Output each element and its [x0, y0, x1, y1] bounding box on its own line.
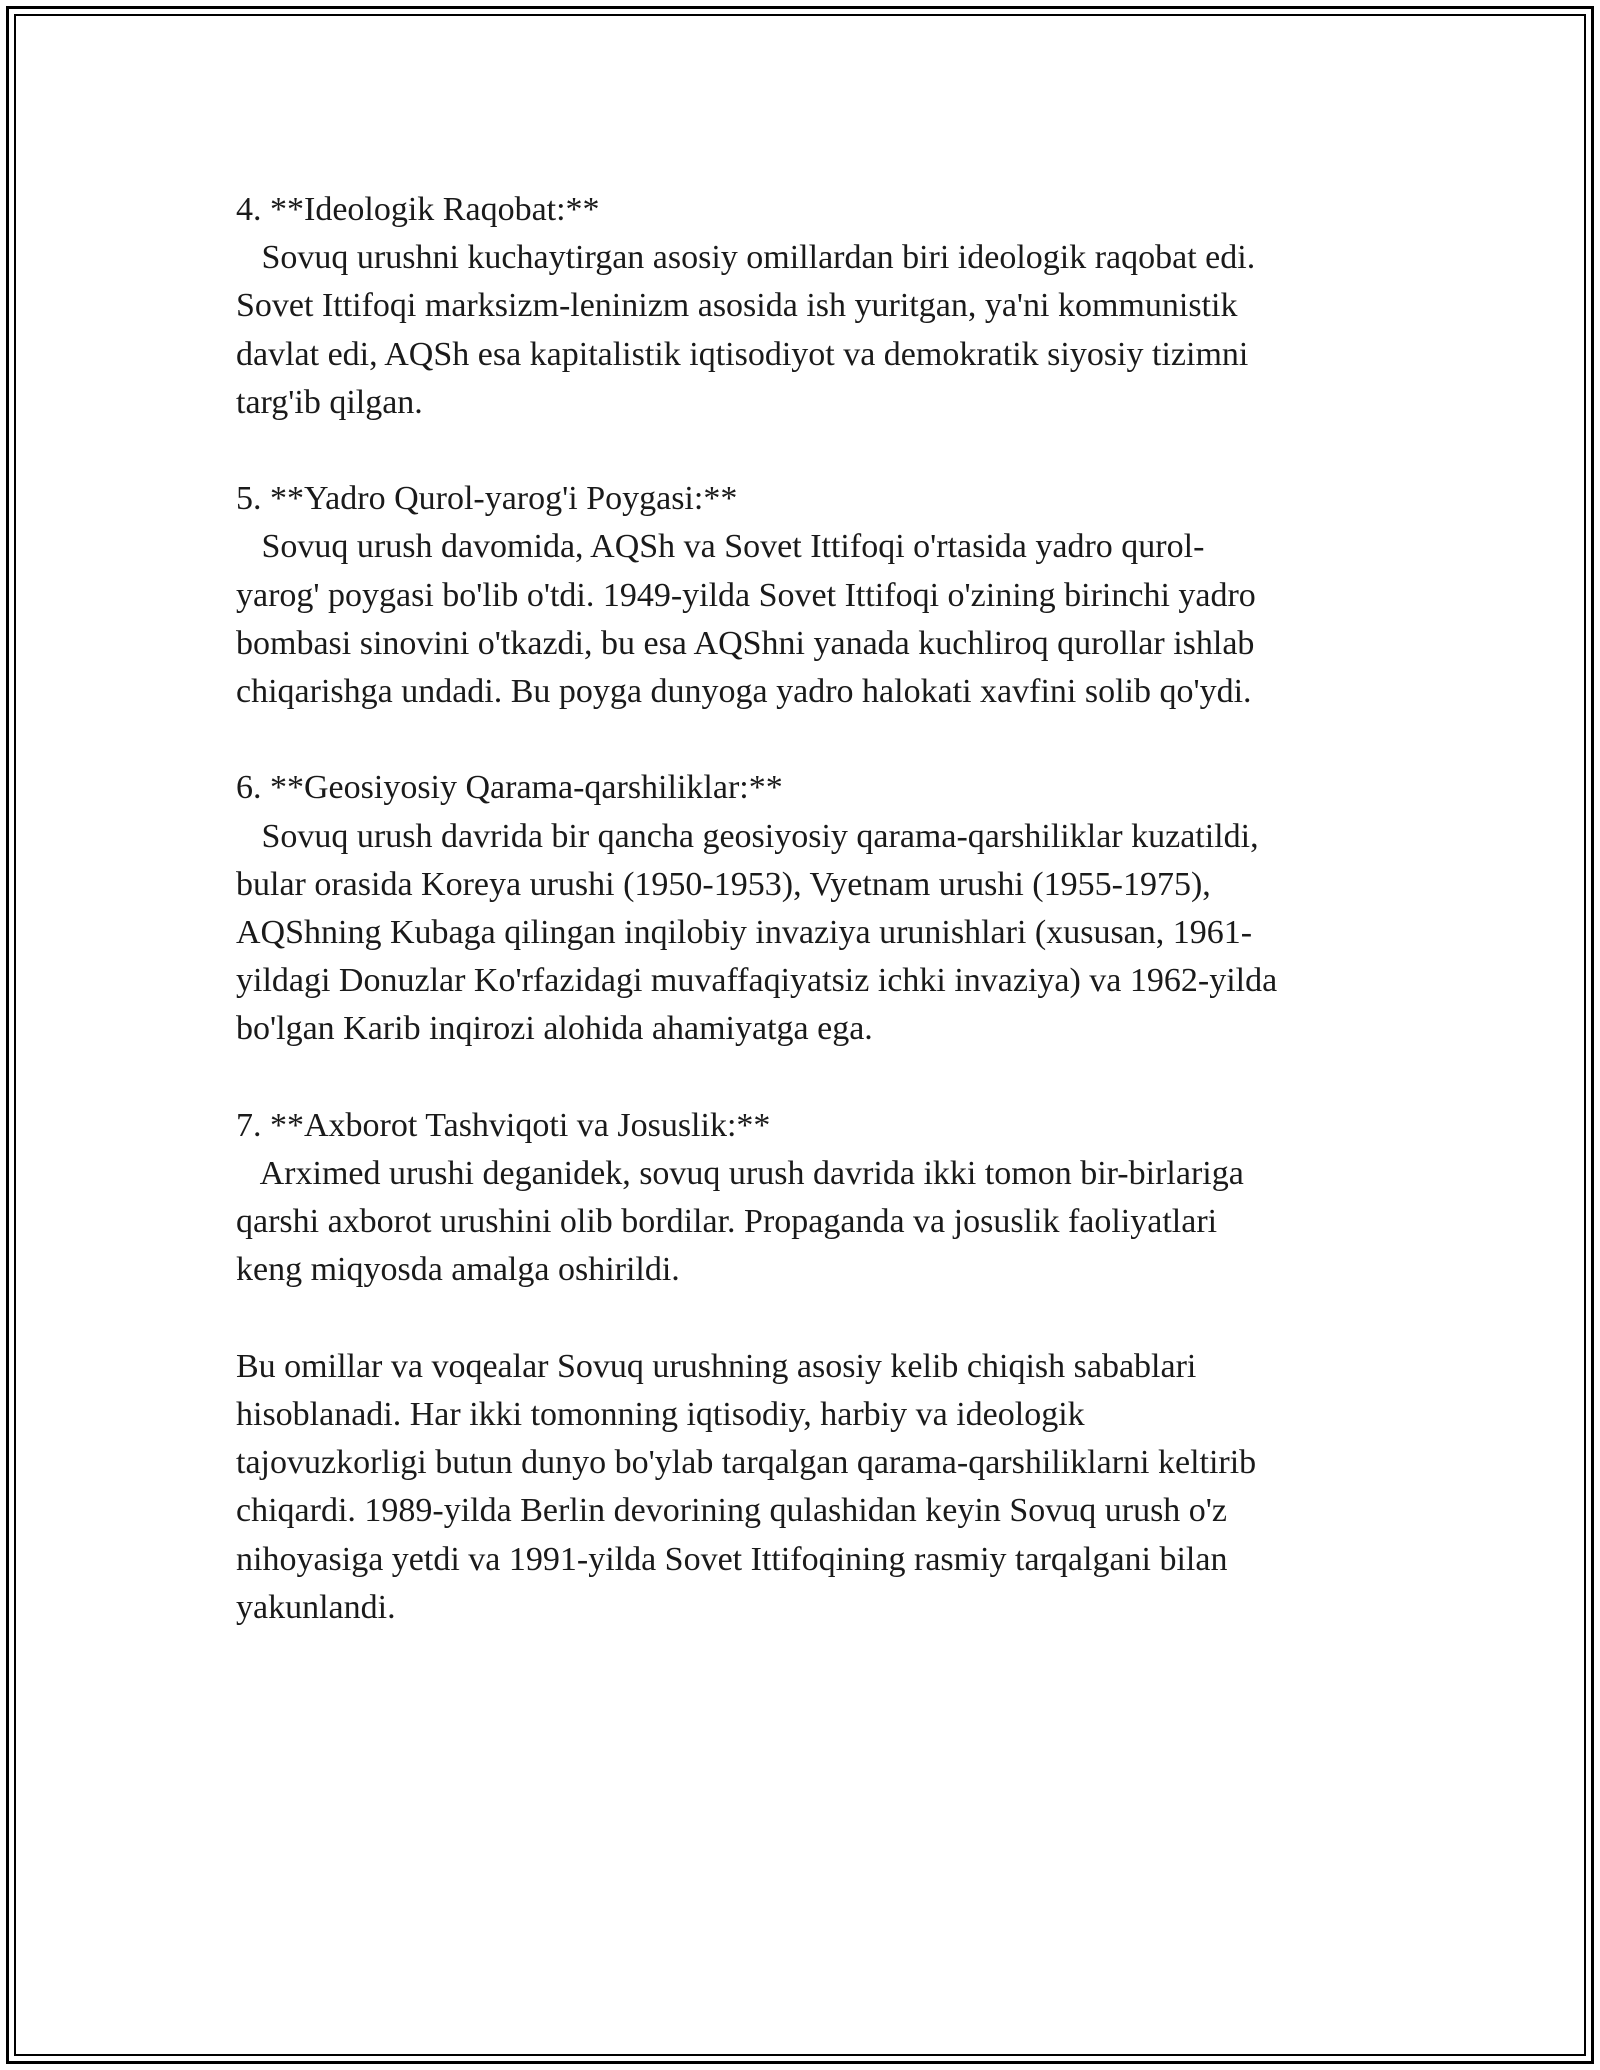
section-heading: 4. **Ideologik Raqobat:**	[236, 191, 600, 228]
section-propaganda-espionage	[236, 1102, 1396, 1295]
section-ideological-rivalry	[236, 186, 1396, 427]
section-paragraph: Sovuq urush davomida, AQSh va Sovet Ittifoqi o'rtasida yadro qurol- yarog' poygasi bo'lib o'tdi. 1949-yilda Sovet Ittifoqi o'zining birinchi yadro bombasi sinovini o'tkazdi, bu esa AQShni yanada kuchliroq qurollar ishlab chiqarishga undadi. Bu poyga dunyoga yadro halokati xavfini solib qo'ydi.	[236, 528, 1256, 711]
section-paragraph: Arximed urushi deganidek, sovuq urush davrida ikki tomon bir-birlariga qarshi axborot urushini olib bordilar. Propaganda va josuslik faoliyatlari keng miqyosda amalga oshirildi.	[236, 1155, 1244, 1289]
section-nuclear-arms-race	[236, 475, 1396, 716]
section-geopolitical-conflicts	[236, 764, 1396, 1053]
conclusion-paragraph: Bu omillar va voqealar Sovuq urushning asosiy kelib chiqish sabablari hisoblanadi. Har ikki tomonning iqtisodiy, harbiy va ideologik tajovuzkorligi butun dunyo bo'ylab tarqalgan qarama-qarshiliklarni keltirib chiqardi. 1989-yilda Berlin devorining qulashidan keyin Sovuq urush o'z nihoyasiga yetdi va 1991-yilda Sovet Ittifoqining rasmiy tarqalgani bilan yakunlandi.	[236, 1347, 1257, 1626]
section-heading: 7. **Axborot Tashviqoti va Josuslik:**	[236, 1106, 771, 1144]
section-paragraph: Sovuq urush davrida bir qancha geosiyosiy qarama-qarshiliklar kuzatildi, bular orasida Koreya urushi (1950-1953), Vyetnam urushi (1955-1975), AQShning Kubaga qilingan inqilobiy invaziya urunishlari (xususan, 1961- yildagi Donuzlar Ko'rfazidagi muvaffaqiyatsiz ichki invaziya) va 1962-yilda bo'lgan Karib inqirozi alohida ahamiyatga ega.	[236, 817, 1278, 1048]
section-heading: 5. **Yadro Qurol-yarog'i Poygasi:**	[236, 480, 738, 518]
section-paragraph: Sovuq urushni kuchaytirgan asosiy omillardan biri ideologik raqobat edi. Sovet Ittifoqi marksizm-leninizm asosida ish yuritgan, ya'ni kommunistik davlat edi, AQSh esa kapitalistik iqtisodiyot va demokratik siyosiy tizimni targ'ib qilgan.	[236, 239, 1256, 421]
section-heading: 6. **Geosiyosiy Qarama-qarshiliklar:**	[236, 769, 783, 807]
document-body	[236, 186, 1396, 1632]
